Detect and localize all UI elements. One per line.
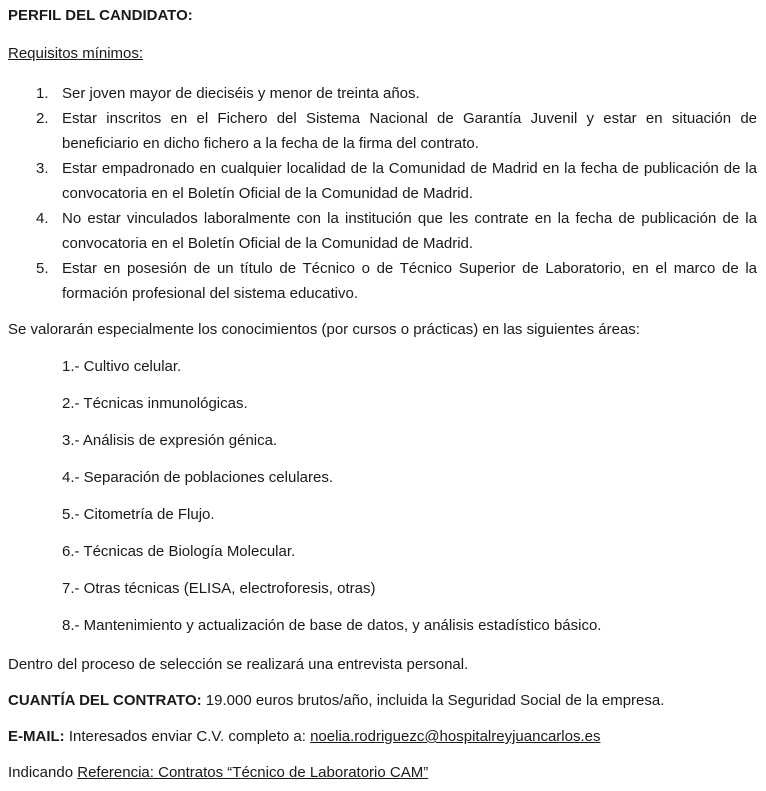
area-item: 1.- Cultivo celular.: [62, 358, 182, 375]
area-item: 2.- Técnicas inmunológicas.: [62, 395, 248, 412]
referencia-line: [8, 763, 757, 783]
requisito-text: No estar vinculados laboralmente con la institución que les contrate en la fecha de publicación de la convocatoria en el Boletín Oficial de la Comunidad de Madrid.: [62, 210, 757, 252]
requisito-item: [36, 156, 757, 206]
requisito-number: 4.: [36, 210, 49, 227]
requisito-number: 2.: [36, 110, 49, 127]
requisito-text: Estar inscritos en el Fichero del Sistema Nacional de Garantía Juvenil y estar en situación de beneficiario en dicho fichero a la fecha de la firma del contrato.: [62, 110, 757, 152]
area-item: 5.- Citometría de Flujo.: [62, 506, 215, 523]
requisito-number: 3.: [36, 160, 49, 177]
email-line: [8, 727, 757, 747]
page-title: PERFIL DEL CANDIDATO:: [8, 7, 193, 24]
areas-list: [8, 357, 757, 636]
cuantia-line: [8, 691, 757, 711]
area-item: 7.- Otras técnicas (ELISA, electroforesis, otras): [62, 580, 376, 597]
requisito-number: 5.: [36, 260, 49, 277]
email-label: E-MAIL:: [8, 728, 65, 745]
entrevista-note: Dentro del proceso de selección se realizará una entrevista personal.: [8, 656, 469, 673]
email-link[interactable]: noelia.rodriguezc@hospitalreyjuancarlos.es: [310, 728, 601, 745]
area-item: 6.- Técnicas de Biología Molecular.: [62, 543, 296, 560]
requisito-text: Estar empadronado en cualquier localidad de la Comunidad de Madrid en la fecha de publicación de la convocatoria en el Boletín Oficial de la Comunidad de Madrid.: [62, 160, 757, 202]
referencia-prefix: Indicando: [8, 764, 74, 781]
requisito-item: [36, 206, 757, 256]
requisito-number: 1.: [36, 85, 49, 102]
email-intro-text: Interesados enviar C.V. completo a:: [68, 728, 306, 745]
requisito-item: [36, 106, 757, 156]
referencia-text: Referencia: Contratos “Técnico de Laboratorio CAM”: [77, 764, 429, 781]
requisitos-heading: Requisitos mínimos:: [8, 45, 144, 62]
requisito-item: [36, 81, 757, 106]
requisito-text: Estar en posesión de un título de Técnico o de Técnico Superior de Laboratorio, en el marco de la formación profesional del sistema educativo.: [62, 260, 757, 302]
cuantia-text: 19.000 euros brutos/año, incluida la Seguridad Social de la empresa.: [205, 692, 665, 709]
valoracion-intro: Se valorarán especialmente los conocimientos (por cursos o prácticas) en las siguientes áreas:: [8, 321, 640, 338]
area-item: 3.- Análisis de expresión génica.: [62, 432, 278, 449]
cuantia-label: CUANTÍA DEL CONTRATO:: [8, 692, 202, 709]
area-item: 4.- Separación de poblaciones celulares.: [62, 469, 334, 486]
area-item: 8.- Mantenimiento y actualización de base de datos, y análisis estadístico básico.: [62, 617, 602, 634]
requisitos-list: [8, 81, 757, 306]
requisito-text: Ser joven mayor de dieciséis y menor de treinta años.: [62, 85, 420, 102]
requisito-item: [36, 256, 757, 306]
